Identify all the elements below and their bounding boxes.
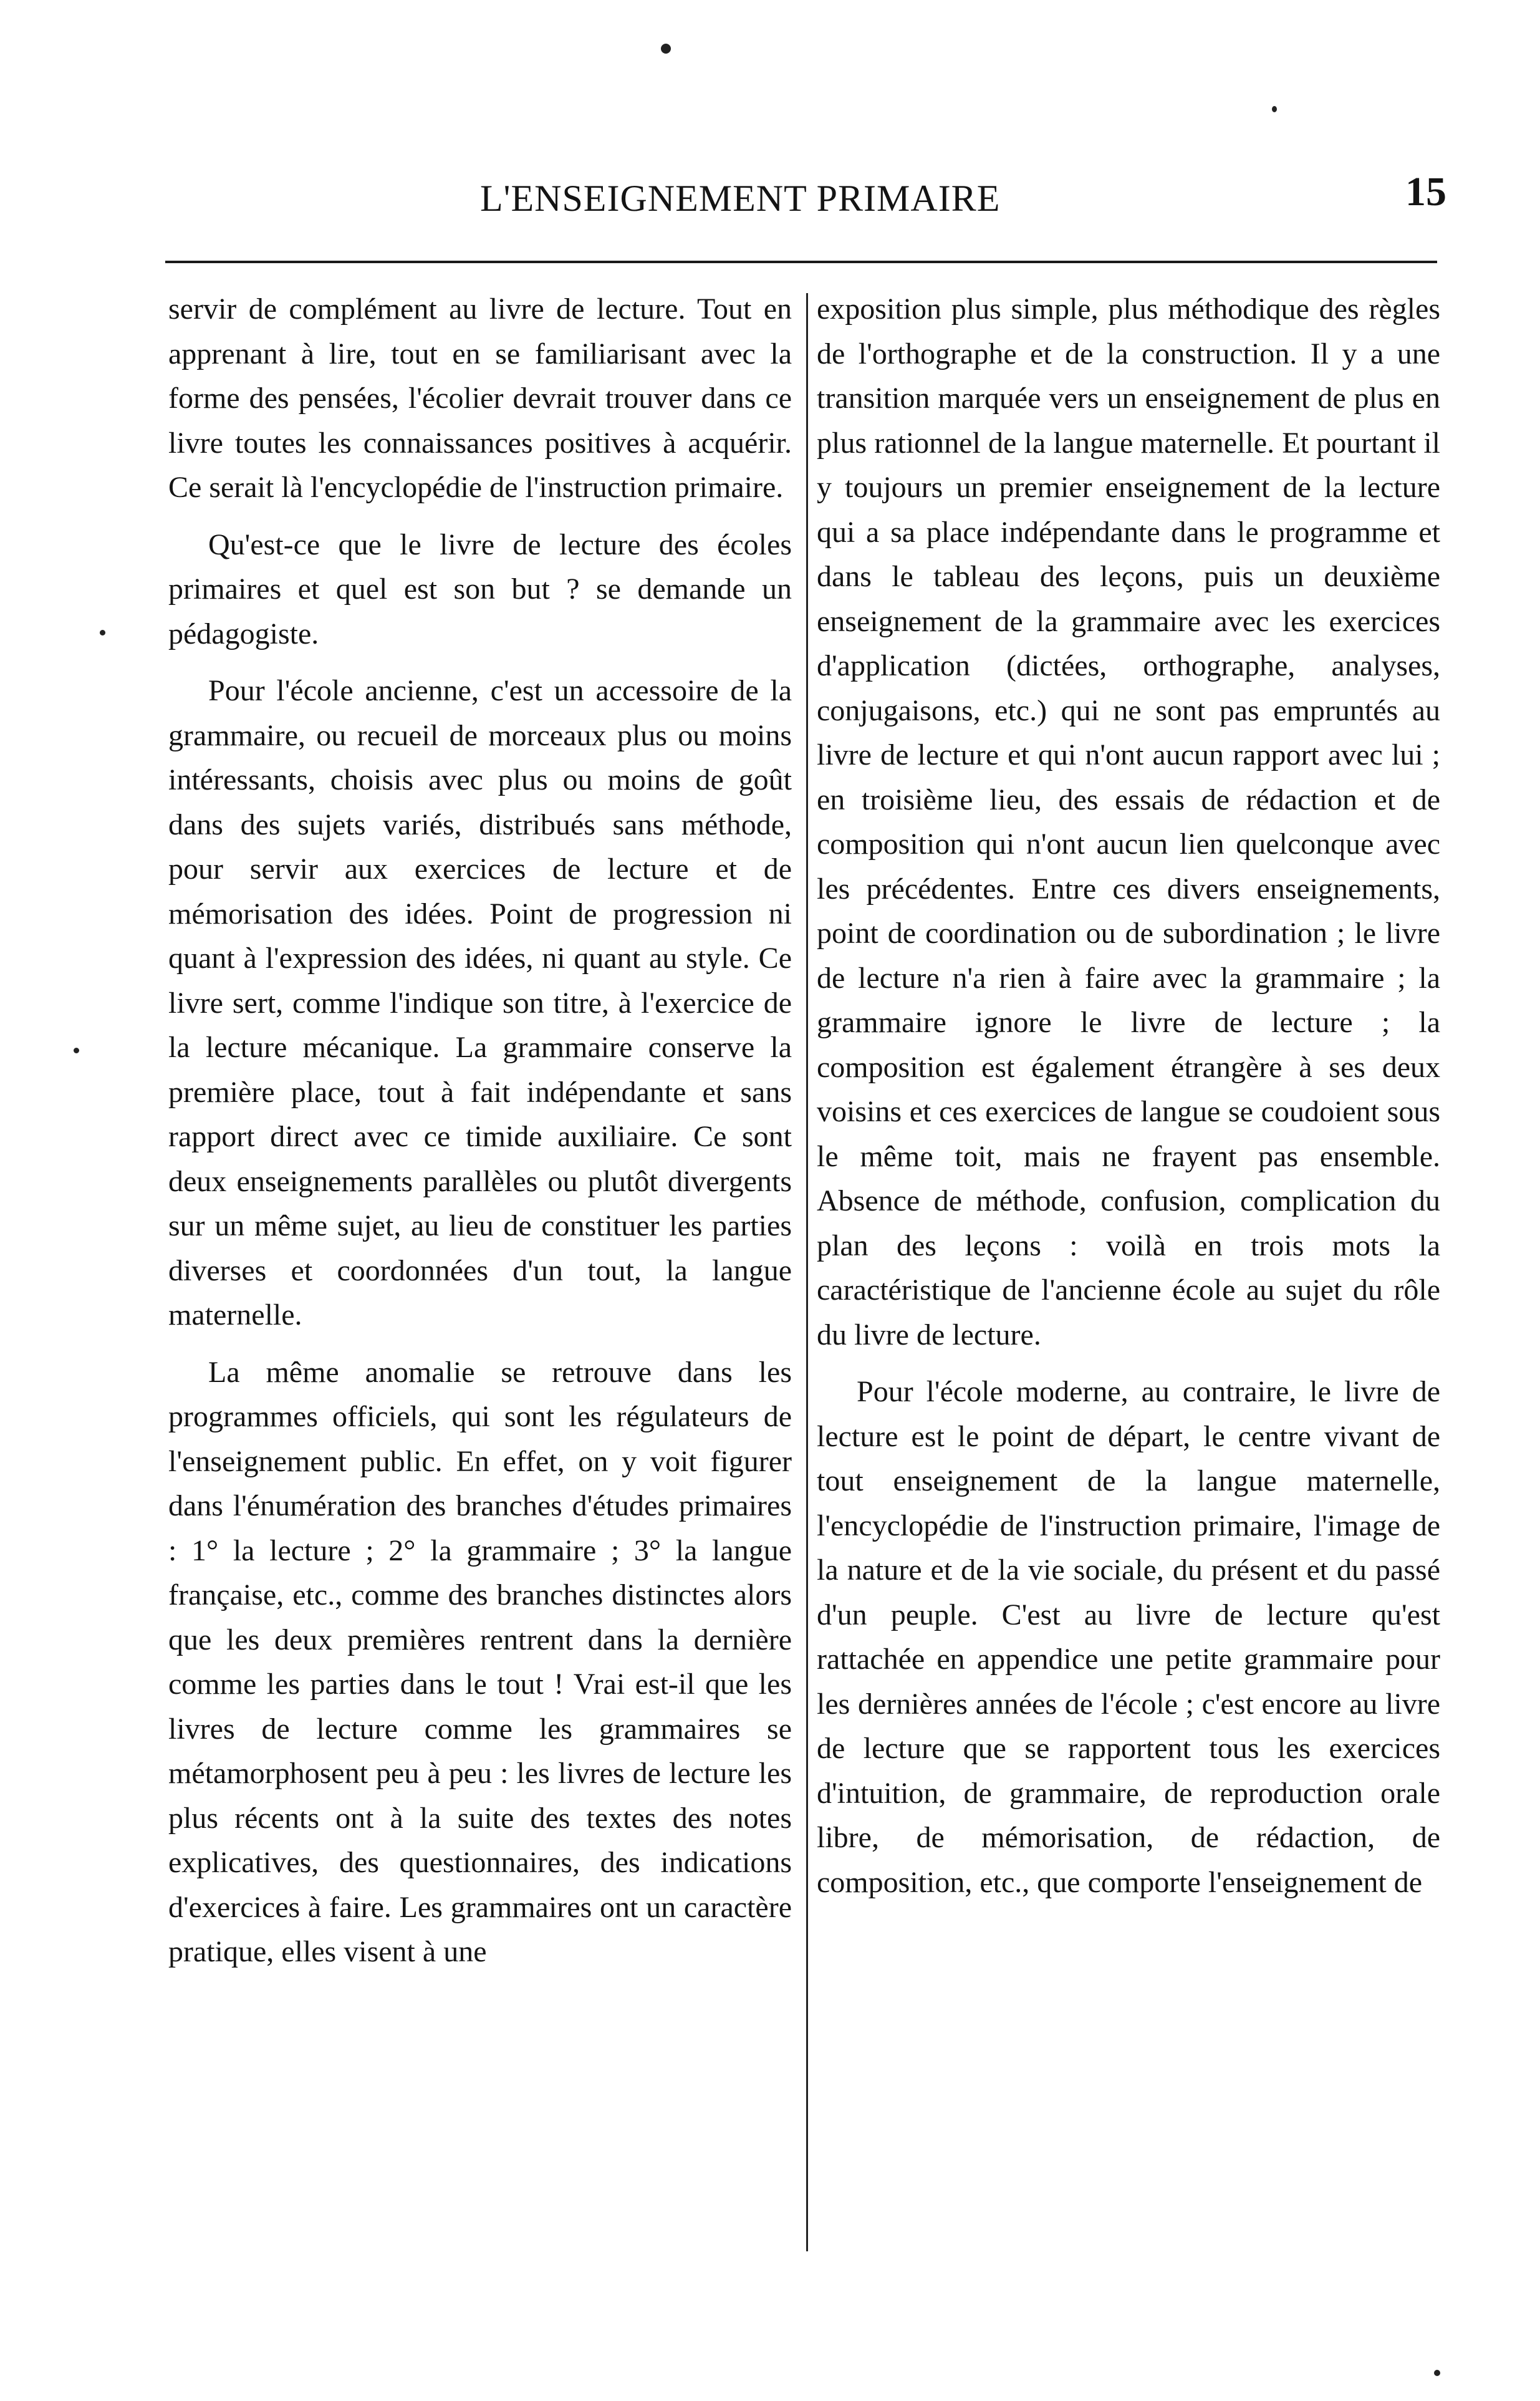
- page-header: [162, 168, 1446, 237]
- ink-speck: [100, 630, 105, 635]
- ink-speck: [661, 44, 671, 54]
- ink-speck: [1272, 106, 1277, 112]
- header-rule: [165, 261, 1437, 263]
- running-title: L'ENSEIGNEMENT PRIMAIRE: [480, 178, 1001, 219]
- paragraph: Pour l'école moderne, au contraire, le livre de lecture est le point de départ, le centre vivant de tout enseignement de la langue maternelle, l'encyclopédie de l'instruction primaire, l'image de la nature et de la vie sociale, du présent et du passé d'un peuple. C'est au livre de lecture qu'est rattachée en appendice une petite grammaire pour les dernières années de l'école ; c'est encore au livre de lecture que se rapportent tous les exercices d'intuition, de grammaire, de reproduction orale libre, de mémorisation, de rédaction, de composition, etc., que comporte l'enseignement de: [817, 1375, 1440, 1899]
- paragraph: Qu'est-ce que le livre de lecture des écoles primaires et quel est son but ? se demande un pédagogiste.: [168, 528, 792, 650]
- paragraph: Pour l'école ancienne, c'est un accessoire de la grammaire, ou recueil de morceaux plus ou moins intéressants, choisis avec plus ou moins de goût dans des sujets variés, distribués sans méthode, pour servir aux exercices de lecture et de mémorisation des idées. Point de progression ni quant à l'expression des idées, ni quant au style. Ce livre sert, comme l'indique son titre, à l'exercice de la lecture mécanique. La grammaire conserve la première place, tout à fait indépendante et sans rapport direct avec ce timide auxiliaire. Ce sont deux enseignements parallèles ou plutôt divergents sur un même sujet, au lieu de constituer les parties diverses et coordonnées d'un tout, la langue maternelle.: [168, 674, 792, 1331]
- left-column: [168, 287, 792, 1974]
- page-number: 15: [1405, 169, 1446, 215]
- paragraph: exposition plus simple, plus méthodique des règles de l'orthographe et de la construction. Il y a une transition marquée vers un enseignement de plus en plus rationnel de la langue maternelle. Et pourtant il y toujours un premier enseignement de la lecture qui a sa place indépendante dans le programme et dans le tableau des leçons, puis un deuxième enseignement de la grammaire avec les exercices d'application (dictées, orthographe, analyses, conjugaisons, etc.) qui ne sont pas empruntés au livre de lecture et qui n'ont aucun rapport avec lui ; en troisième lieu, des essais de rédaction et de composition qui n'ont aucun lien quelconque avec les précédentes. Entre ces divers enseignements, point de coordination ou de subordination ; le livre de lecture n'a rien à faire avec la grammaire ; la grammaire ignore le livre de lecture ; la composition est également étrangère à ses deux voisins et ces exercices de langue se coudoient sous le même toit, mais ne frayent pas ensemble. Absence de méthode, confusion, complication du plan des leçons : voilà en trois mots la caractéristique de l'ancienne école au sujet du rôle du livre de lecture.: [817, 292, 1440, 1351]
- ink-speck: [74, 1048, 79, 1053]
- paragraph: servir de complément au livre de lecture. Tout en apprenant à lire, tout en se familiarisant avec la forme des pensées, l'écolier devrait trouver dans ce livre toutes les connaissances positives à acquérir. Ce serait là l'encyclopédie de l'instruction primaire.: [168, 292, 792, 504]
- ink-speck: [1434, 2370, 1440, 2376]
- paragraph: La même anomalie se retrouve dans les programmes officiels, qui sont les régulateurs de l'enseignement public. En effet, on y voit figurer dans l'énumération des branches d'études primaires : 1° la lecture ; 2° la grammaire ; 3° la langue française, etc., comme des branches distinctes alors que les deux premières rentrent dans la dernière comme les parties dans le tout ! Vrai est-il que les livres de lecture comme les grammaires se métamorphosent peu à peu : les livres de lecture les plus récents ont à la suite des textes des notes explicatives, des questionnaires, des indications d'exercices à faire. Les grammaires ont un caractère pratique, elles visent à une: [168, 1355, 792, 1968]
- right-column: [817, 287, 1440, 1905]
- column-divider: [806, 293, 808, 2251]
